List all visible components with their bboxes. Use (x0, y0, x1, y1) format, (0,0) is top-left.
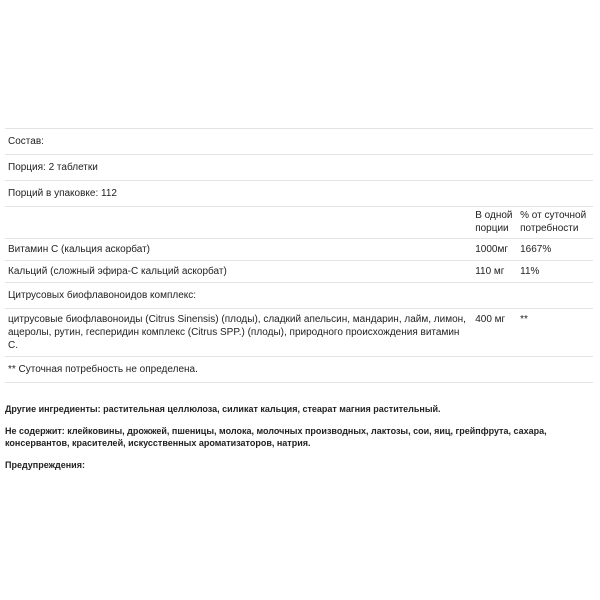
facts-title: Состав: (5, 129, 593, 155)
footnote: ** Суточная потребность не определена. (5, 357, 593, 383)
nutrient-name: Кальций (сложный эфира-С кальций аскорбат) (5, 261, 472, 283)
complex-amount: 400 мг (472, 309, 517, 357)
complex-daily-value: ** (517, 309, 593, 357)
nutrient-amount: 1000мг (472, 239, 517, 261)
servings-per-container: Порций в упаковке: 112 (5, 181, 593, 207)
other-ingredients: Другие ингредиенты: растительная целлюлоза, силикат кальция, стеарат магния растительный. (5, 404, 441, 414)
table-row (5, 239, 593, 261)
header-daily-value: % от суточной потребности (517, 207, 593, 239)
table-row (5, 261, 593, 283)
nutrient-daily-value: 11% (517, 261, 593, 283)
supplement-facts-table (5, 128, 593, 383)
nutrient-amount: 110 мг (472, 261, 517, 283)
serving-size: Порция: 2 таблетки (5, 155, 593, 181)
table-row (5, 309, 593, 357)
warnings-title: Предупреждения: (5, 460, 85, 470)
header-spacer (5, 207, 472, 239)
complex-ingredients: цитрусовые биофлавоноиды (Citrus Sinensis) (плоды), сладкий апельсин, мандарин, лайм, лимон, ацеролы, рутин, гесперидин комплекс (Citrus SPP.) (плоды), природного происхождения витамин С. (5, 309, 472, 357)
nutrient-name: Витамин С (кальция аскорбат) (5, 239, 472, 261)
complex-title: Цитрусовых биофлавоноидов комплекс: (5, 283, 593, 309)
free-from: Не содержит: клейковины, дрожжей, пшеницы, молока, молочных производных, лактозы, сои, яиц, грейпфрута, сахара, консервантов, красителей, искусственных ароматизаторов, натрия. (5, 426, 547, 448)
nutrient-daily-value: 1667% (517, 239, 593, 261)
header-amount: В одной порции (472, 207, 517, 239)
